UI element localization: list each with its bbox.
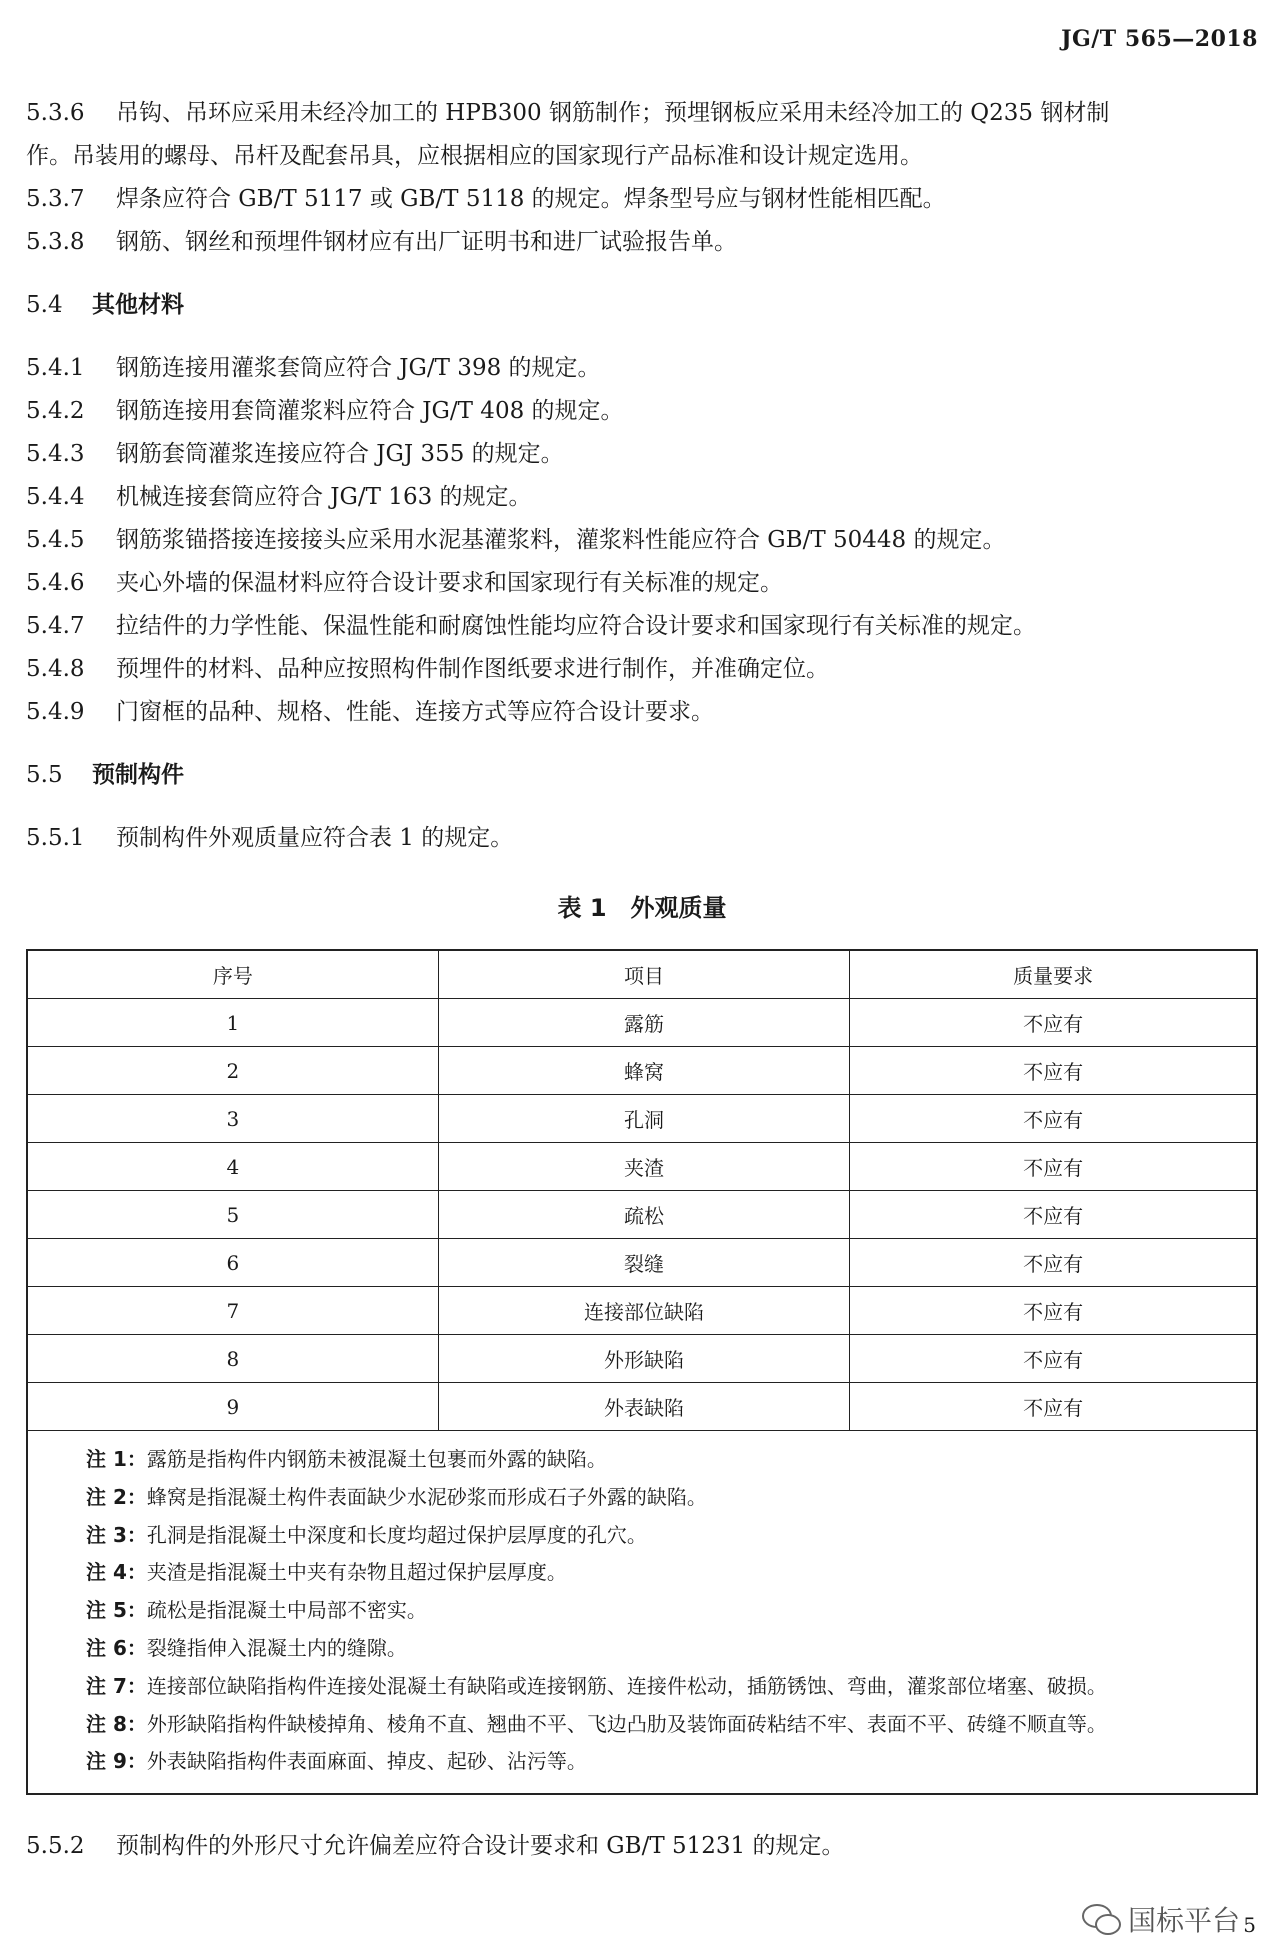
clause-5-4-7 [26, 605, 1258, 648]
clause-text: 夹心外墙的保温材料应符合设计要求和国家现行有关标准的规定。 [116, 570, 783, 596]
clause-text: 钢筋浆锚搭接连接接头应采用水泥基灌浆料，灌浆料性能应符合 GB/T 50448 的规定。 [116, 527, 1006, 553]
table-note [86, 1441, 1256, 1479]
section-title: 其他材料 [92, 292, 184, 318]
clause-5-4-3 [26, 433, 1258, 476]
note-text: 裂缝指伸入混凝土内的缝隙。 [146, 1635, 407, 1660]
table-note [86, 1743, 1256, 1781]
table-row [27, 1383, 1257, 1431]
note-label: 注 8： [86, 1711, 147, 1736]
column-header-item: 项目 [438, 950, 849, 999]
table-row [27, 1095, 1257, 1143]
clause-number: 5.3.7 [26, 186, 85, 212]
table-row [27, 1335, 1257, 1383]
row-item: 外形缺陷 [438, 1335, 849, 1383]
row-item: 疏松 [438, 1191, 849, 1239]
watermark [1082, 1899, 1240, 1939]
row-requirement: 不应有 [850, 1191, 1257, 1239]
row-requirement: 不应有 [850, 1143, 1257, 1191]
wechat-icon [1082, 1904, 1120, 1934]
clause-number: 5.4.9 [26, 699, 85, 725]
table-note [86, 1517, 1256, 1555]
table-note [86, 1630, 1256, 1668]
row-requirement: 不应有 [850, 1095, 1257, 1143]
clause-number: 5.4.1 [26, 355, 85, 381]
clause-number: 5.4.6 [26, 570, 85, 596]
row-requirement: 不应有 [850, 999, 1257, 1047]
row-requirement: 不应有 [850, 1383, 1257, 1431]
section-title: 预制构件 [92, 762, 184, 788]
clause-number: 5.4.3 [26, 441, 85, 467]
note-label: 注 3： [86, 1522, 147, 1547]
clause-5-4-5 [26, 519, 1258, 562]
clause-5-3-6 [26, 92, 1258, 135]
row-item: 露筋 [438, 999, 849, 1047]
clause-5-4-9 [26, 691, 1258, 734]
column-header-requirement: 质量要求 [850, 950, 1257, 999]
table-row [27, 1143, 1257, 1191]
row-item: 连接部位缺陷 [438, 1287, 849, 1335]
clause-text: 预制构件的外形尺寸允许偏差应符合设计要求和 GB/T 51231 的规定。 [116, 1833, 845, 1860]
clause-text: 焊条应符合 GB/T 5117 或 GB/T 5118 的规定。焊条型号应与钢材性能相匹配。 [116, 186, 946, 212]
clause-text: 钢筋连接用灌浆套筒应符合 JG/T 398 的规定。 [116, 355, 601, 381]
row-index: 4 [27, 1143, 438, 1191]
row-index: 8 [27, 1335, 438, 1383]
watermark-text: 国标平台 [1127, 1904, 1240, 1937]
page-number: 5 [1243, 1913, 1256, 1937]
note-text: 连接部位缺陷指构件连接处混凝土有缺陷或连接钢筋、连接件松动，插筋锈蚀、弯曲，灌浆部位堵塞、破损。 [146, 1673, 1107, 1698]
appearance-quality-table [26, 949, 1258, 1795]
row-index: 6 [27, 1239, 438, 1287]
section-number: 5.4 [26, 292, 63, 318]
row-index: 2 [27, 1047, 438, 1095]
clause-text: 钢筋套筒灌浆连接应符合 JGJ 355 的规定。 [116, 441, 564, 467]
clause-5-4-6 [26, 562, 1258, 605]
row-requirement: 不应有 [850, 1335, 1257, 1383]
table-notes-row [27, 1431, 1257, 1795]
clause-number: 5.3.6 [26, 100, 85, 126]
table-row [27, 1047, 1257, 1095]
note-label: 注 5： [86, 1598, 147, 1623]
clause-text: 预埋件的材料、品种应按照构件制作图纸要求进行制作，并准确定位。 [116, 656, 829, 682]
section-heading-5-4 [26, 284, 1258, 327]
table-note [86, 1668, 1256, 1706]
clause-5-4-2 [26, 390, 1258, 433]
note-text: 外表缺陷指构件表面麻面、掉皮、起砂、沾污等。 [146, 1749, 587, 1774]
row-item: 蜂窝 [438, 1047, 849, 1095]
clause-number: 5.3.8 [26, 229, 85, 255]
clause-5-3-7 [26, 178, 1258, 221]
clause-5-3-8 [26, 221, 1258, 264]
table-notes [27, 1431, 1257, 1795]
clause-text: 吊钩、吊环应采用未经冷加工的 HPB300 钢筋制作；预埋钢板应采用未经冷加工的 Q235 钢材制 [116, 100, 1110, 126]
clause-text: 钢筋连接用套筒灌浆料应符合 JG/T 408 的规定。 [116, 398, 624, 424]
row-requirement: 不应有 [850, 1239, 1257, 1287]
table-title: 表 1 外观质量 [557, 894, 727, 922]
note-label: 注 6： [86, 1635, 147, 1660]
clause-5-4-1 [26, 347, 1258, 390]
table-note [86, 1479, 1256, 1517]
row-item: 外表缺陷 [438, 1383, 849, 1431]
clause-number: 5.5.1 [26, 825, 85, 851]
note-label: 注 9： [86, 1749, 147, 1774]
row-item: 裂缝 [438, 1239, 849, 1287]
table-header-row [27, 950, 1257, 999]
note-text: 夹渣是指混凝土中夹有杂物且超过保护层厚度。 [146, 1560, 567, 1585]
note-text: 外形缺陷指构件缺棱掉角、棱角不直、翘曲不平、飞边凸肋及装饰面砖粘结不牢、表面不平、砖缝不顺直等。 [146, 1711, 1107, 1736]
note-label: 注 4： [86, 1560, 147, 1585]
table-note [86, 1592, 1256, 1630]
section-heading-5-5 [26, 754, 1258, 797]
clause-5-3-6-continued: 作。吊装用的螺母、吊杆及配套吊具，应根据相应的国家现行产品标准和设计规定选用。 [26, 143, 923, 169]
clause-number: 5.5.2 [26, 1833, 85, 1860]
row-index: 1 [27, 999, 438, 1047]
clause-text: 门窗框的品种、规格、性能、连接方式等应符合设计要求。 [116, 699, 714, 725]
clause-5-4-8 [26, 648, 1258, 691]
clause-number: 5.4.8 [26, 656, 85, 682]
row-index: 9 [27, 1383, 438, 1431]
row-index: 7 [27, 1287, 438, 1335]
row-requirement: 不应有 [850, 1047, 1257, 1095]
row-requirement: 不应有 [850, 1287, 1257, 1335]
table-row [27, 1287, 1257, 1335]
row-item: 夹渣 [438, 1143, 849, 1191]
table-row [27, 999, 1257, 1047]
row-index: 3 [27, 1095, 438, 1143]
clause-text: 拉结件的力学性能、保温性能和耐腐蚀性能均应符合设计要求和国家现行有关标准的规定。 [116, 613, 1036, 639]
clause-number: 5.4.2 [26, 398, 85, 424]
clause-5-5-2 [26, 1825, 1258, 1868]
row-index: 5 [27, 1191, 438, 1239]
clause-text: 钢筋、钢丝和预埋件钢材应有出厂证明书和进厂试验报告单。 [116, 229, 737, 255]
note-text: 疏松是指混凝土中局部不密实。 [146, 1598, 427, 1623]
note-label: 注 7： [86, 1673, 147, 1698]
clause-number: 5.4.5 [26, 527, 85, 553]
note-text: 蜂窝是指混凝土构件表面缺少水泥砂浆而形成石子外露的缺陷。 [146, 1484, 707, 1509]
row-item: 孔洞 [438, 1095, 849, 1143]
table-note [86, 1706, 1256, 1744]
clause-number: 5.4.7 [26, 613, 85, 639]
note-text: 孔洞是指混凝土中深度和长度均超过保护层厚度的孔穴。 [146, 1522, 647, 1547]
clause-text: 机械连接套筒应符合 JG/T 163 的规定。 [116, 484, 532, 510]
standard-code: JG/T 565—2018 [1061, 26, 1258, 52]
table-note [86, 1554, 1256, 1592]
section-number: 5.5 [26, 762, 63, 788]
note-label: 注 2： [86, 1484, 147, 1509]
note-label: 注 1： [86, 1447, 147, 1471]
table-row [27, 1191, 1257, 1239]
clause-text: 预制构件外观质量应符合表 1 的规定。 [116, 825, 514, 851]
clause-5-4-4 [26, 476, 1258, 519]
table-row [27, 1239, 1257, 1287]
note-text: 露筋是指构件内钢筋未被混凝土包裹而外露的缺陷。 [146, 1447, 607, 1471]
document-body [26, 92, 1258, 1868]
clause-5-5-1 [26, 817, 1258, 860]
column-header-index: 序号 [27, 950, 438, 999]
clause-number: 5.4.4 [26, 484, 85, 510]
